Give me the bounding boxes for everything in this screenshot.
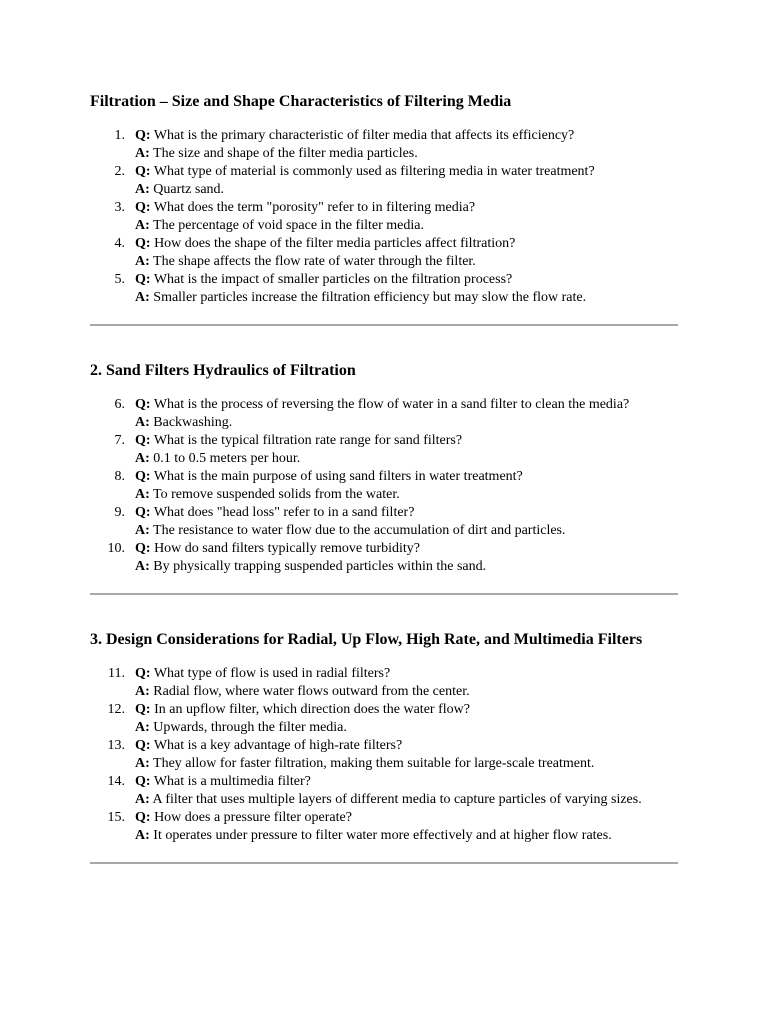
qa-item	[90, 773, 678, 809]
item-number: 14.	[107, 774, 125, 789]
question-line	[135, 504, 678, 522]
item-number: 12.	[107, 702, 125, 717]
answer-text: Backwashing.	[153, 415, 233, 430]
question-line	[135, 271, 678, 289]
question-line	[135, 432, 678, 450]
answer-label: A:	[135, 451, 150, 466]
question-label: Q:	[135, 164, 151, 179]
question-label: Q:	[135, 469, 151, 484]
answer-text: 0.1 to 0.5 meters per hour.	[153, 451, 301, 466]
question-label: Q:	[135, 433, 151, 448]
question-label: Q:	[135, 397, 151, 412]
answer-label: A:	[135, 182, 150, 197]
question-line	[135, 468, 678, 486]
question-label: Q:	[135, 702, 151, 717]
answer-label: A:	[135, 792, 150, 807]
answer-label: A:	[135, 254, 150, 269]
answer-label: A:	[135, 684, 150, 699]
qa-item	[90, 468, 678, 504]
question-line	[135, 701, 678, 719]
question-text: How does the shape of the filter media particles affect filtration?	[154, 236, 516, 251]
question-label: Q:	[135, 774, 151, 789]
item-number: 5.	[114, 272, 125, 287]
question-text: How do sand filters typically remove turbidity?	[154, 541, 421, 556]
question-label: Q:	[135, 505, 151, 520]
answer-line	[135, 145, 678, 163]
answer-text: The resistance to water flow due to the accumulation of dirt and particles.	[153, 523, 566, 538]
answer-text: Smaller particles increase the filtration efficiency but may slow the flow rate.	[153, 290, 587, 305]
question-text: What does the term "porosity" refer to in filtering media?	[153, 200, 476, 215]
qa-item	[90, 127, 678, 163]
question-text: What type of material is commonly used as filtering media in water treatment?	[153, 164, 595, 179]
answer-label: A:	[135, 559, 150, 574]
question-text: What is a key advantage of high-rate filters?	[153, 738, 403, 753]
item-number: 10.	[107, 541, 125, 556]
answer-line	[135, 486, 678, 504]
qa-item	[90, 163, 678, 199]
question-line	[135, 737, 678, 755]
section-divider	[90, 862, 678, 864]
answer-text: It operates under pressure to filter water more effectively and at higher flow rates.	[153, 828, 612, 843]
section-title: Filtration – Size and Shape Characteristics of Filtering Media	[90, 93, 512, 110]
question-label: Q:	[135, 541, 151, 556]
qa-list	[90, 396, 678, 576]
answer-text: Upwards, through the filter media.	[153, 720, 347, 735]
answer-label: A:	[135, 523, 150, 538]
qa-item	[90, 540, 678, 576]
answer-line	[135, 217, 678, 235]
answer-text: They allow for faster filtration, making them suitable for large-scale treatment.	[153, 756, 595, 771]
question-label: Q:	[135, 666, 151, 681]
qa-item	[90, 737, 678, 773]
answer-text: The percentage of void space in the filter media.	[153, 218, 424, 233]
section-design-considerations	[90, 630, 678, 845]
section-divider	[90, 593, 678, 595]
qa-item	[90, 271, 678, 307]
question-text: What is the primary characteristic of filter media that affects its efficiency?	[153, 128, 575, 143]
answer-text: The size and shape of the filter media particles.	[153, 146, 418, 161]
answer-line	[135, 522, 678, 540]
qa-item	[90, 199, 678, 235]
question-label: Q:	[135, 810, 151, 825]
answer-label: A:	[135, 828, 150, 843]
question-line	[135, 773, 678, 791]
item-number: 1.	[114, 128, 125, 143]
answer-line	[135, 450, 678, 468]
answer-line	[135, 683, 678, 701]
section-title: 3. Design Considerations for Radial, Up Flow, High Rate, and Multimedia Filters	[90, 631, 643, 648]
item-number: 9.	[114, 505, 125, 520]
qa-item	[90, 235, 678, 271]
question-line	[135, 396, 678, 414]
item-number: 4.	[114, 236, 125, 251]
qa-list	[90, 127, 678, 307]
question-text: In an upflow filter, which direction does the water flow?	[154, 702, 470, 717]
question-text: What is the typical filtration rate range for sand filters?	[153, 433, 463, 448]
question-text: What is the main purpose of using sand filters in water treatment?	[153, 469, 523, 484]
answer-label: A:	[135, 720, 150, 735]
section-filtration-media	[90, 92, 678, 307]
question-text: How does a pressure filter operate?	[154, 810, 352, 825]
answer-text: To remove suspended solids from the water.	[153, 487, 400, 502]
answer-text: Radial flow, where water flows outward from the center.	[153, 684, 470, 699]
answer-line	[135, 558, 678, 576]
question-text: What is a multimedia filter?	[153, 774, 311, 789]
answer-label: A:	[135, 756, 150, 771]
answer-line	[135, 791, 678, 809]
section-divider	[90, 324, 678, 326]
answer-label: A:	[135, 218, 150, 233]
section-sand-filters	[90, 361, 678, 576]
answer-text: The shape affects the flow rate of water through the filter.	[153, 254, 476, 269]
answer-line	[135, 289, 678, 307]
question-text: What is the process of reversing the flow of water in a sand filter to clean the media?	[153, 397, 630, 412]
qa-item	[90, 665, 678, 701]
answer-label: A:	[135, 415, 150, 430]
section-title: 2. Sand Filters Hydraulics of Filtration	[90, 362, 356, 379]
question-line	[135, 665, 678, 683]
answer-text: A filter that uses multiple layers of different media to capture particles of varying sizes.	[152, 792, 642, 807]
answer-text: By physically trapping suspended particles within the sand.	[153, 559, 487, 574]
item-number: 7.	[114, 433, 125, 448]
question-label: Q:	[135, 272, 151, 287]
answer-line	[135, 719, 678, 737]
question-label: Q:	[135, 236, 151, 251]
answer-line	[135, 253, 678, 271]
item-number: 2.	[114, 164, 125, 179]
item-number: 8.	[114, 469, 125, 484]
question-line	[135, 199, 678, 217]
qa-item	[90, 396, 678, 432]
qa-item	[90, 809, 678, 845]
qa-item	[90, 432, 678, 468]
question-line	[135, 809, 678, 827]
question-label: Q:	[135, 738, 151, 753]
question-line	[135, 163, 678, 181]
answer-line	[135, 181, 678, 199]
answer-line	[135, 414, 678, 432]
qa-item	[90, 504, 678, 540]
answer-label: A:	[135, 146, 150, 161]
question-label: Q:	[135, 128, 151, 143]
question-line	[135, 540, 678, 558]
item-number: 3.	[114, 200, 125, 215]
question-line	[135, 235, 678, 253]
answer-label: A:	[135, 290, 150, 305]
question-text: What does "head loss" refer to in a sand filter?	[153, 505, 415, 520]
item-number: 6.	[114, 397, 125, 412]
question-text: What type of flow is used in radial filters?	[153, 666, 391, 681]
qa-item	[90, 701, 678, 737]
answer-line	[135, 755, 678, 773]
item-number: 13.	[107, 738, 125, 753]
question-line	[135, 127, 678, 145]
question-text: What is the impact of smaller particles on the filtration process?	[153, 272, 513, 287]
item-number: 11.	[108, 666, 125, 681]
answer-label: A:	[135, 487, 150, 502]
item-number: 15.	[107, 810, 125, 825]
question-label: Q:	[135, 200, 151, 215]
answer-text: Quartz sand.	[153, 182, 225, 197]
answer-line	[135, 827, 678, 845]
document-page	[90, 0, 678, 864]
qa-list	[90, 665, 678, 845]
